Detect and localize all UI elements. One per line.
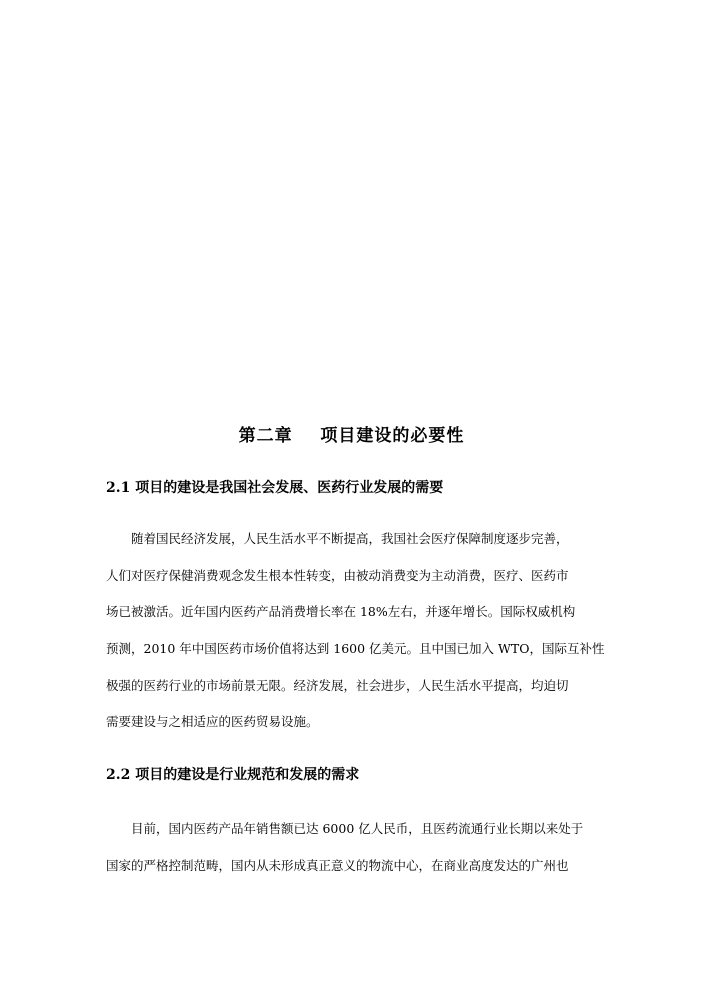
paragraph-line: 随着国民经济发展，人民生活水平不断提高，我国社会医疗保障制度逐步完善， (131, 531, 569, 546)
paragraph-line: 目前，国内医药产品年销售额已达 6000 亿人民币，且医药流通行业长期以来处于 (131, 821, 584, 836)
paragraph-line: 国家的严格控制范畴，国内从未形成真正意义的物流中心，在商业高度发达的广州也 (106, 858, 569, 873)
paragraph-line: 场已被激活。近年国内医药产品消费增长率在 18%左右，并逐年增长。国际权威机构 (106, 604, 576, 619)
section-heading-2-1: 2.1 项目的建设是我国社会发展、医药行业发展的需要 (106, 480, 444, 496)
paragraph-line: 极强的医药行业的市场前景无限。经济发展，社会进步，人民生活水平提高，均迫切 (106, 678, 569, 693)
chapter-title: 第二章 项目建设的必要性 (238, 426, 465, 446)
section-heading-2-2: 2.2 项目的建设是行业规范和发展的需求 (106, 767, 360, 783)
paragraph-line: 预测，2010 年中国医药市场价值将达到 1600 亿美元。且中国已加入 WTO，国际互补性 (106, 641, 605, 656)
paragraph-line: 需要建设与之相适应的医药贸易设施。 (106, 714, 319, 729)
paragraph-line: 人们对医疗保健消费观念发生根本性转变，由被动消费变为主动消费，医疗、医药市 (106, 568, 569, 583)
